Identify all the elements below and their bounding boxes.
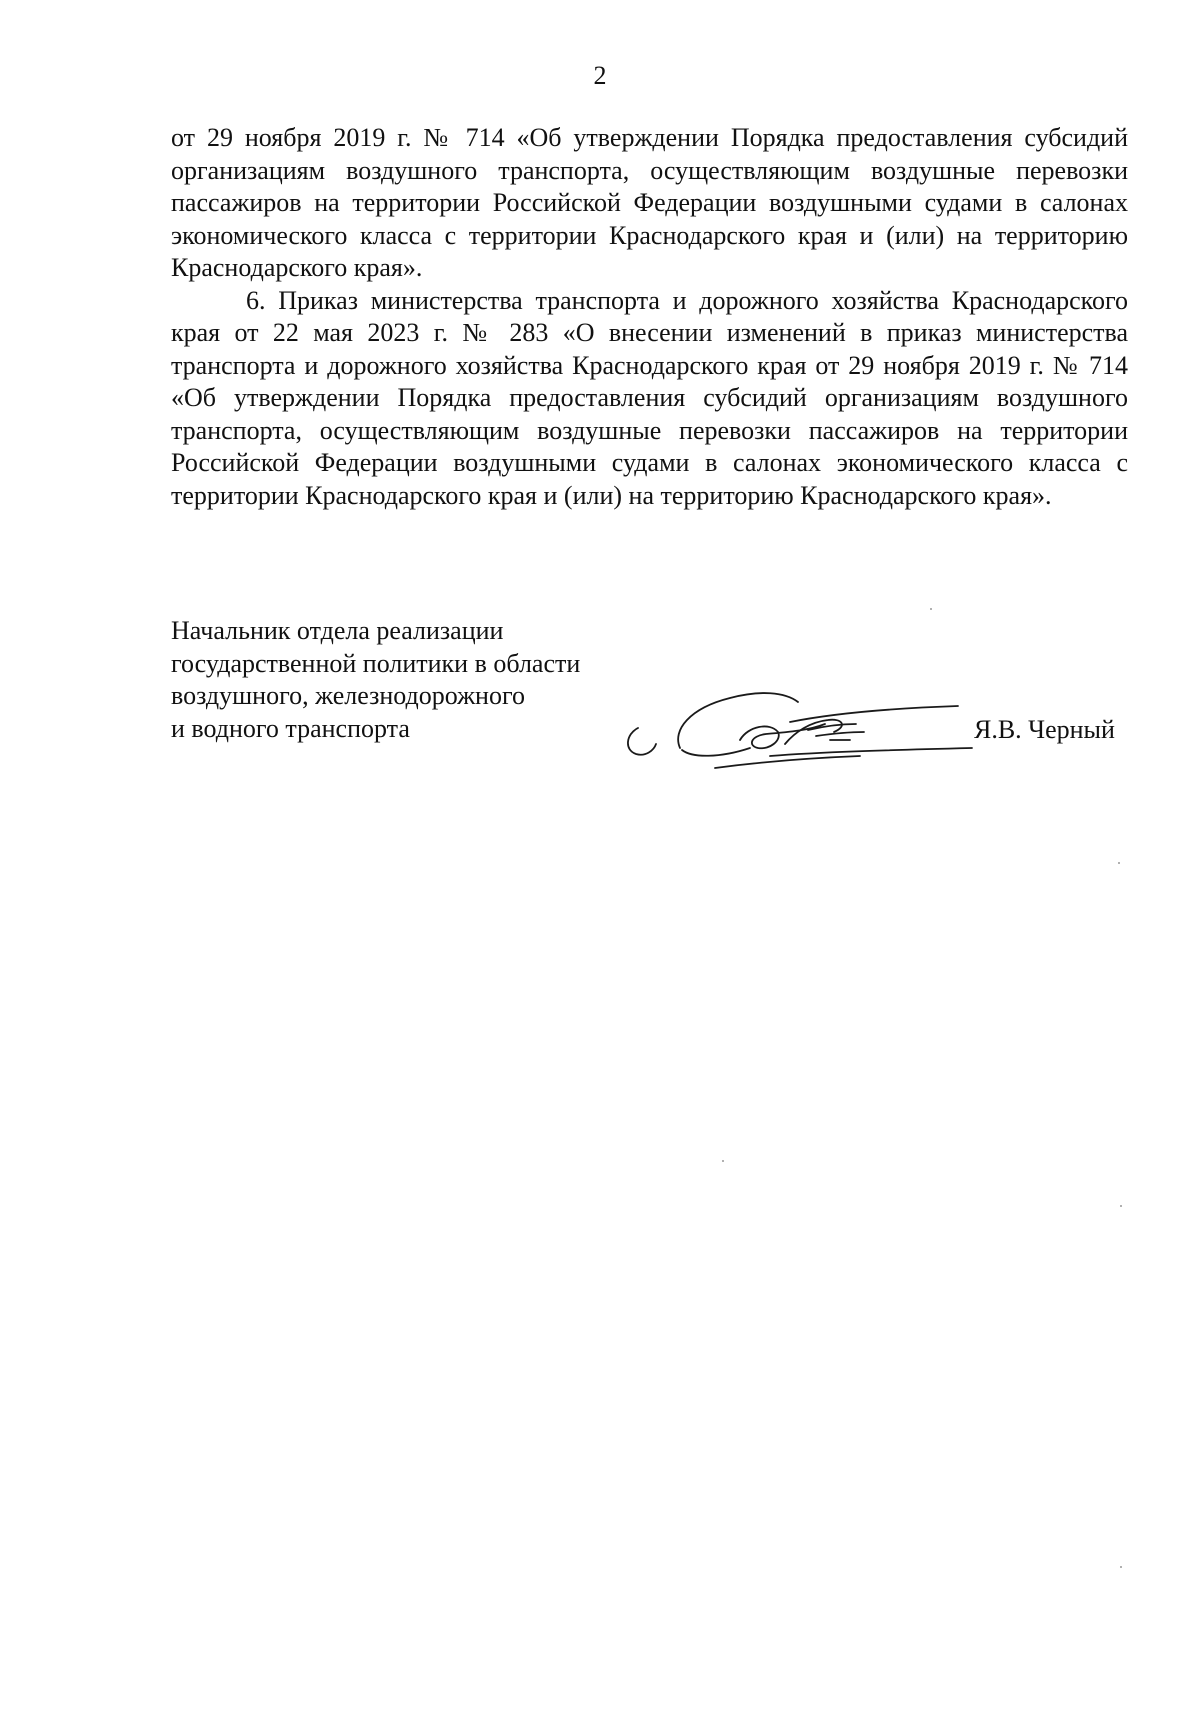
- document-body: [171, 122, 1128, 512]
- signature-stroke: [715, 756, 860, 768]
- signatory-title: [171, 615, 631, 745]
- signature-stroke: [740, 724, 825, 748]
- signature-stroke: [678, 693, 798, 748]
- scan-speck: [722, 1160, 724, 1162]
- paragraph-continuation: от 29 ноября 2019 г. № 714 «Об утверждении Порядка предоставления субсидий организациям воздушного транспорта, осуществляющим воздушные перевозки пассажиров на территории Российской Федерации воздушными судами в салонах экономического класса с территории Краснодарского края и (или) на территорию Краснодарского края».: [171, 123, 1128, 282]
- signatory-title-line: государственной политики в области: [171, 648, 581, 678]
- signature-stroke: [628, 728, 656, 755]
- signature-stroke: [682, 748, 750, 756]
- signature-stroke: [770, 748, 972, 756]
- scan-speck: [1118, 862, 1120, 864]
- scan-speck: [1120, 1566, 1122, 1568]
- signature-stroke: [816, 732, 864, 736]
- signatory-title-line: воздушного, железнодорожного: [171, 681, 525, 710]
- signer-name: Я.В. Черный: [974, 715, 1115, 744]
- handwritten-signature: [620, 670, 1010, 780]
- signatory-title-line: и водного транспорта: [171, 713, 410, 743]
- scan-speck: [1120, 1205, 1122, 1207]
- list-item-6: 6. Приказ министерства транспорта и дорожного хозяйства Краснодарского края от 22 мая 2023 г. № 283 «О внесении изменений в приказ министерства транспорта и дорожного хозяйства Краснодарского края от 29 ноября 2019 г. № 714 «Об утверждении Порядка предоставления субсидий организациям воздушного транспорта, осуществляющим воздушные перевозки пассажиров на территории Российской Федерации воздушными судами в салонах экономического класса с территории Краснодарского края и (или) на территорию Краснодарского края».: [171, 285, 1128, 510]
- page-number: 2: [593, 61, 607, 90]
- scan-speck: [930, 608, 932, 610]
- signatory-title-line: Начальник отдела реализации: [171, 616, 504, 645]
- signature-stroke: [790, 706, 958, 722]
